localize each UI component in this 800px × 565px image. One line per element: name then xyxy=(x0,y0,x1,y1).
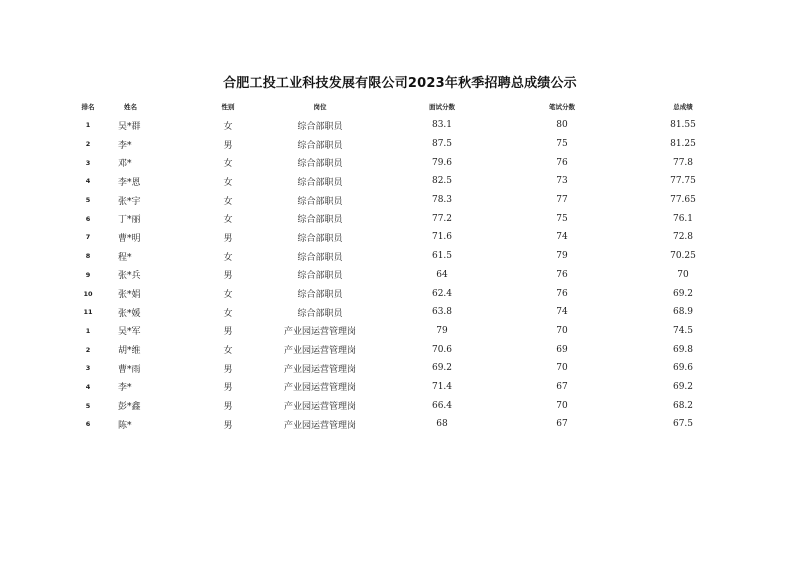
cell-rank: 6 xyxy=(85,214,91,223)
table-row xyxy=(58,191,744,210)
cell-total-score: 72.8 xyxy=(672,232,694,243)
cell-gender: 男 xyxy=(223,140,233,151)
page-title: 合肥工投工业科技发展有限公司2023年秋季招聘总成绩公示 xyxy=(223,76,577,91)
cell-interview-score: 79 xyxy=(436,325,448,336)
cell-total-score: 77.65 xyxy=(670,195,696,206)
header-interview-score: 面试分数 xyxy=(429,102,455,111)
table-row xyxy=(58,266,744,285)
cell-name: 彭*鑫 xyxy=(118,402,141,413)
cell-gender: 女 xyxy=(223,215,233,226)
table-row xyxy=(58,340,744,359)
cell-position: 综合部职员 xyxy=(297,177,343,188)
header-row xyxy=(58,96,744,116)
cell-total-score: 69.6 xyxy=(672,363,694,374)
cell-total-score: 77.8 xyxy=(672,157,694,168)
header-name: 姓名 xyxy=(124,102,137,111)
header-written-score: 笔试分数 xyxy=(549,102,575,111)
cell-gender: 男 xyxy=(223,420,233,431)
cell-written-score: 75 xyxy=(556,139,568,150)
cell-position: 产业园运营管理岗 xyxy=(283,402,356,413)
cell-position: 产业园运营管理岗 xyxy=(283,383,356,394)
cell-written-score: 77 xyxy=(556,195,568,206)
cell-name: 张*媛 xyxy=(118,308,141,319)
cell-total-score: 70 xyxy=(677,269,689,280)
cell-interview-score: 61.5 xyxy=(431,251,453,262)
cell-gender: 男 xyxy=(223,327,233,338)
cell-interview-score: 66.4 xyxy=(431,400,453,411)
cell-name: 曹*明 xyxy=(118,233,141,244)
table-row xyxy=(58,116,744,135)
header-position: 岗位 xyxy=(313,102,327,111)
cell-name: 张*兵 xyxy=(118,271,141,282)
cell-gender: 男 xyxy=(223,364,233,375)
cell-gender: 女 xyxy=(223,159,233,170)
cell-rank: 2 xyxy=(85,345,91,354)
cell-total-score: 68.2 xyxy=(672,400,694,411)
cell-interview-score: 87.5 xyxy=(431,139,453,150)
table-row xyxy=(58,172,744,191)
cell-interview-score: 77.2 xyxy=(431,213,453,224)
table-body xyxy=(58,116,744,434)
table-row xyxy=(58,359,744,378)
cell-rank: 5 xyxy=(85,401,91,410)
cell-position: 产业园运营管理岗 xyxy=(283,420,356,431)
cell-name: 李*恩 xyxy=(118,177,141,188)
cell-rank: 6 xyxy=(85,420,91,429)
cell-rank: 11 xyxy=(83,308,93,317)
cell-written-score: 67 xyxy=(556,419,568,430)
cell-total-score: 81.55 xyxy=(670,120,696,131)
table-row xyxy=(58,396,744,415)
cell-interview-score: 63.8 xyxy=(431,307,453,318)
cell-position: 综合部职员 xyxy=(297,271,343,282)
cell-interview-score: 82.5 xyxy=(431,176,453,187)
cell-written-score: 80 xyxy=(556,120,568,131)
cell-name: 张*娟 xyxy=(118,290,141,301)
cell-name: 陈* xyxy=(118,420,132,431)
cell-rank: 4 xyxy=(85,382,91,391)
cell-rank: 1 xyxy=(85,121,91,130)
cell-written-score: 79 xyxy=(556,251,568,262)
cell-gender: 女 xyxy=(223,290,233,301)
table-row xyxy=(58,153,744,172)
cell-written-score: 75 xyxy=(556,213,568,224)
cell-gender: 男 xyxy=(223,271,233,282)
cell-name: 邓* xyxy=(118,159,132,170)
cell-total-score: 69.2 xyxy=(672,381,694,392)
table-row xyxy=(58,209,744,228)
cell-name: 李* xyxy=(118,383,132,394)
cell-rank: 5 xyxy=(85,196,91,205)
cell-position: 综合部职员 xyxy=(297,159,343,170)
table-row xyxy=(58,415,744,434)
header-gender: 性别 xyxy=(221,102,235,111)
cell-interview-score: 69.2 xyxy=(431,363,453,374)
cell-total-score: 68.9 xyxy=(672,307,694,318)
cell-gender: 男 xyxy=(223,402,233,413)
cell-rank: 7 xyxy=(85,233,91,242)
cell-written-score: 76 xyxy=(556,288,568,299)
cell-total-score: 70.25 xyxy=(670,251,696,262)
cell-total-score: 81.25 xyxy=(670,139,696,150)
cell-position: 综合部职员 xyxy=(297,196,343,207)
cell-rank: 1 xyxy=(85,326,91,335)
cell-interview-score: 68 xyxy=(436,419,448,430)
cell-position: 综合部职员 xyxy=(297,140,343,151)
cell-total-score: 69.8 xyxy=(672,344,694,355)
cell-position: 产业园运营管理岗 xyxy=(283,346,356,357)
cell-rank: 3 xyxy=(85,364,91,373)
cell-rank: 10 xyxy=(83,289,93,298)
table-row xyxy=(58,378,744,397)
table-row xyxy=(58,303,744,322)
cell-written-score: 76 xyxy=(556,269,568,280)
cell-written-score: 73 xyxy=(556,176,568,187)
cell-gender: 女 xyxy=(223,346,233,357)
cell-position: 综合部职员 xyxy=(297,290,343,301)
cell-interview-score: 70.6 xyxy=(431,344,453,355)
score-table xyxy=(58,96,744,434)
cell-position: 综合部职员 xyxy=(297,215,343,226)
cell-interview-score: 71.6 xyxy=(431,232,453,243)
table-row xyxy=(58,228,744,247)
table-row xyxy=(58,247,744,266)
cell-gender: 女 xyxy=(223,196,233,207)
cell-rank: 2 xyxy=(85,140,91,149)
cell-gender: 女 xyxy=(223,308,233,319)
table-row xyxy=(58,322,744,341)
cell-position: 综合部职员 xyxy=(297,233,343,244)
cell-rank: 3 xyxy=(85,158,91,167)
cell-gender: 男 xyxy=(223,383,233,394)
cell-interview-score: 83.1 xyxy=(431,120,453,131)
header-rank: 排名 xyxy=(81,102,95,111)
cell-name: 丁*丽 xyxy=(118,215,141,226)
cell-interview-score: 79.6 xyxy=(431,157,453,168)
cell-interview-score: 78.3 xyxy=(431,195,453,206)
header-total-score: 总成绩 xyxy=(673,102,693,111)
cell-position: 综合部职员 xyxy=(297,252,343,263)
cell-name: 吴*军 xyxy=(118,327,141,338)
cell-rank: 9 xyxy=(85,270,91,279)
cell-written-score: 70 xyxy=(556,400,568,411)
cell-position: 产业园运营管理岗 xyxy=(283,364,356,375)
table-row xyxy=(58,135,744,154)
cell-total-score: 76.1 xyxy=(672,213,694,224)
cell-name: 吴*群 xyxy=(118,121,141,132)
cell-gender: 女 xyxy=(223,121,233,132)
cell-name: 张*宇 xyxy=(118,196,141,207)
cell-written-score: 74 xyxy=(556,232,568,243)
cell-rank: 4 xyxy=(85,177,91,186)
cell-total-score: 74.5 xyxy=(672,325,694,336)
cell-total-score: 69.2 xyxy=(672,288,694,299)
cell-gender: 女 xyxy=(223,252,233,263)
cell-written-score: 69 xyxy=(556,344,568,355)
cell-written-score: 70 xyxy=(556,363,568,374)
cell-name: 李* xyxy=(118,140,132,151)
cell-name: 程* xyxy=(118,252,132,263)
cell-interview-score: 62.4 xyxy=(431,288,453,299)
table-row xyxy=(58,284,744,303)
cell-written-score: 74 xyxy=(556,307,568,318)
cell-total-score: 67.5 xyxy=(672,419,694,430)
cell-name: 胡*维 xyxy=(118,346,141,357)
cell-written-score: 67 xyxy=(556,381,568,392)
cell-name: 曹*雨 xyxy=(118,364,141,375)
cell-gender: 男 xyxy=(223,233,233,244)
cell-written-score: 76 xyxy=(556,157,568,168)
cell-interview-score: 71.4 xyxy=(431,381,453,392)
cell-position: 产业园运营管理岗 xyxy=(283,327,356,338)
cell-total-score: 77.75 xyxy=(670,176,696,187)
cell-rank: 8 xyxy=(85,252,91,261)
cell-position: 综合部职员 xyxy=(297,308,343,319)
cell-interview-score: 64 xyxy=(436,269,448,280)
cell-written-score: 70 xyxy=(556,325,568,336)
cell-position: 综合部职员 xyxy=(297,121,343,132)
cell-gender: 女 xyxy=(223,177,233,188)
